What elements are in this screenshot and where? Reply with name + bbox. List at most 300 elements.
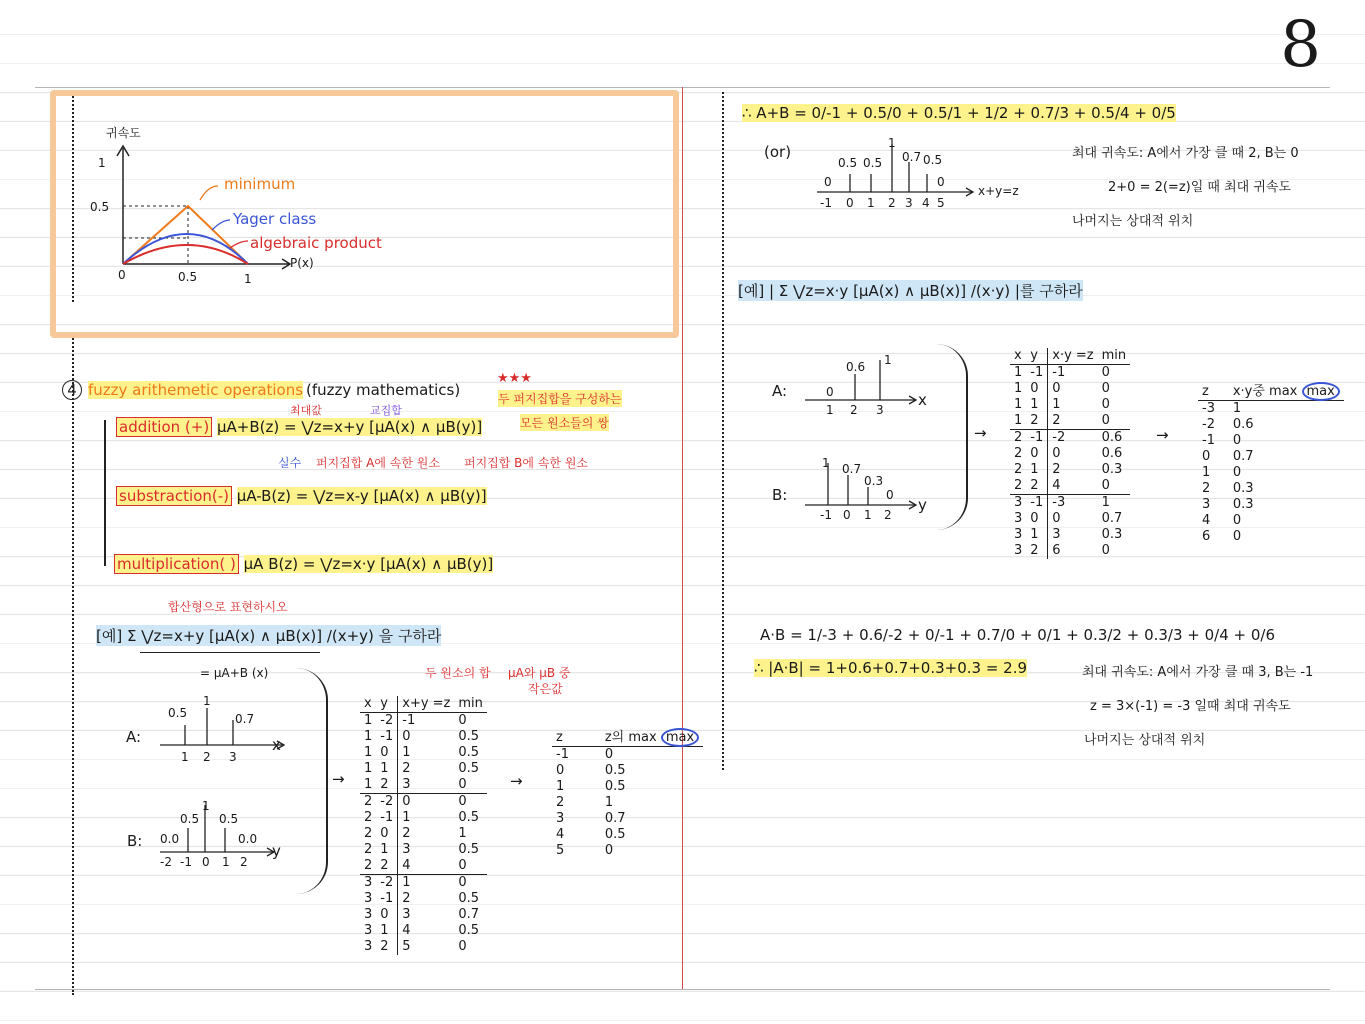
ex1-result-cell: 0.5 — [604, 827, 626, 842]
ex1-result-cell: 0.7 — [604, 811, 626, 826]
ex2-result-row — [1198, 529, 1344, 545]
sum-stem-val-6: 0 — [937, 175, 945, 189]
ex2-table-cell: 1 — [1048, 397, 1098, 413]
sum-stem-val-2: 0.5 — [863, 156, 883, 170]
sum-stem-val-3: 1 — [888, 136, 896, 150]
ex1-B-val-2: 1 — [202, 799, 210, 813]
ex2-result-cell: 0 — [1232, 465, 1242, 480]
sum-stem-val-5: 0.5 — [923, 153, 943, 167]
ex2-table-cell: 0 — [1101, 543, 1110, 558]
ex1-ann-sum: 두 원소의 합 — [425, 666, 491, 680]
ex1-result-row — [552, 795, 703, 811]
sum-stem-val-1: 0.5 — [838, 156, 858, 170]
ex2-result-row — [1198, 481, 1344, 497]
ex2-B-x-0: -1 — [820, 508, 832, 522]
ex2-table-row — [1010, 462, 1130, 478]
ex1-table-cell: 3 — [364, 939, 373, 954]
ex1-table-cell: 2 — [398, 891, 455, 907]
ex1-table-cell: 0 — [454, 875, 487, 892]
ex1-table-cell: 3 — [364, 907, 373, 922]
ex1-table-row — [360, 858, 487, 875]
ex2-table-row — [1010, 365, 1130, 382]
note-pairs-1: 두 퍼지집합을 구성하는 — [498, 392, 622, 406]
ex1-table-cell: 3 — [364, 923, 373, 938]
ex1-A-x-1: 2 — [203, 750, 211, 764]
sum-stem-x-1: 0 — [846, 196, 854, 210]
example2-result-table — [1198, 384, 1344, 545]
sum-stem-x-0: -1 — [820, 196, 832, 210]
ex1-result-cell: 0.5 — [604, 779, 626, 794]
ex1-B-x-0: -2 — [160, 855, 172, 869]
sum-note-1: 최대 귀속도: A에서 가장 클 때 2, B는 0 — [1072, 146, 1299, 161]
example1-A-label: A: — [126, 728, 142, 746]
ex1-table-row — [360, 713, 487, 730]
ex1-table-cell: -2 — [380, 713, 394, 728]
ex1-table-row — [360, 794, 487, 811]
ex1-A-axis: x — [272, 736, 281, 754]
ex1-A-val-2: 0.7 — [235, 712, 255, 726]
cardinality-result: ∴ |A·B| = 1+0.6+0.7+0.3+0.3 = 2.9 — [754, 659, 1028, 677]
product-note-1: 최대 귀속도: A에서 가장 클 때 3, B는 -1 — [1082, 665, 1314, 680]
ex1-table-cell: -2 — [376, 794, 397, 811]
ex1-rh-max-label: z의 max — [604, 730, 657, 745]
ex2-result-cell: 1 — [1232, 401, 1242, 416]
ex1-result-cell: 0 — [604, 843, 614, 858]
ex1-table-cell: 1 — [364, 745, 373, 760]
ex1-result-row — [552, 779, 703, 795]
ex2-table-cell: 0 — [1048, 381, 1098, 397]
ex1-B-axis: y — [272, 842, 281, 860]
ex1-table-cell: 0 — [380, 907, 389, 922]
ex2-table-cell: 3 — [1014, 527, 1023, 542]
ex1-table-cell: 0 — [454, 794, 487, 811]
graph-ylabel: 귀속도 — [106, 126, 141, 140]
page-number: 8 — [1280, 8, 1321, 82]
ex1-table-cell: 1 — [364, 713, 373, 728]
ex2-A-x-2: 3 — [876, 403, 884, 417]
ex2-result-row — [1198, 513, 1344, 529]
ex2-result-cell: 6 — [1202, 529, 1211, 544]
product-note-2: z = 3×(-1) = -3 일때 최대 귀속도 — [1090, 699, 1291, 714]
ex1-table-cell: -2 — [376, 875, 397, 892]
ex2-table-cell: 3 — [1010, 495, 1026, 512]
ex2-B-val-2: 0.3 — [864, 474, 884, 488]
ex1-B-x-3: 1 — [222, 855, 230, 869]
product-note-3: 나머지는 상대적 위치 — [1084, 733, 1206, 748]
example2-A-label: A: — [772, 382, 788, 400]
graph-xtick-0: 0 — [118, 268, 126, 282]
ex2-result-row — [1198, 433, 1344, 449]
legend-algebraic: algebraic product — [250, 234, 382, 252]
ex2-table-cell: -1 — [1026, 495, 1047, 512]
ann-real: 실수 — [278, 456, 302, 470]
ex2-table-cell: 1 — [1030, 527, 1039, 542]
ex1-result-cell: 1 — [556, 779, 565, 794]
ex1-table-cell: 2 — [364, 826, 373, 841]
ex1-table-cell: 0.5 — [458, 842, 480, 857]
sum-stem-x-5: 4 — [922, 196, 930, 210]
ex2-table-row — [1010, 430, 1130, 447]
ex1-table-cell: 1 — [398, 875, 455, 892]
sum-stem-x-2: 1 — [867, 196, 875, 210]
ex1-table-cell: 0 — [380, 745, 389, 760]
ann-intersection: 교집합 — [370, 404, 402, 417]
ex1-table-cell: 3 — [398, 907, 455, 923]
ex1-B-val-4: 0.0 — [238, 832, 258, 846]
ex1-table-cell: 4 — [398, 858, 455, 875]
example1-underbrace — [140, 652, 320, 653]
ex1-B-x-4: 2 — [240, 855, 248, 869]
ex2-table-row — [1010, 527, 1130, 543]
ann-set-b: 퍼지집합 B에 속한 원소 — [464, 456, 589, 470]
ex2-table-cell: 3 — [1048, 527, 1098, 543]
operation-bracket — [104, 420, 106, 566]
ex1-result-cell: -1 — [556, 747, 569, 762]
ex2-B-axis: y — [918, 496, 927, 514]
ex1-table-cell: 3 — [360, 875, 376, 892]
ex2-table-cell: 0.6 — [1101, 446, 1123, 461]
ex2-table-cell: 0.3 — [1101, 527, 1123, 542]
section-title-paren: (fuzzy mathematics) — [306, 381, 461, 399]
ex1-table-cell: 3 — [398, 842, 455, 858]
ex2-table-cell: 2 — [1014, 446, 1023, 461]
ex2-table-cell: 0.6 — [1098, 430, 1131, 447]
ex2-result-row — [1198, 417, 1344, 433]
ex1-table-cell: 2 — [380, 939, 389, 954]
ex1-result-row — [552, 827, 703, 843]
example1-arrow-2: → — [510, 772, 523, 790]
multiplication-label: multiplication( ) — [114, 554, 239, 574]
ex2-result-cell: 3 — [1202, 497, 1211, 512]
ex1-result-cell: 3 — [556, 811, 565, 826]
ex1-table-cell: 0 — [380, 826, 389, 841]
ex2-table-cell: 0 — [1030, 381, 1039, 396]
graph-xtick-05: 0.5 — [178, 270, 198, 284]
graph-ytick-1: 1 — [98, 156, 106, 170]
ex2-B-x-3: 2 — [884, 508, 892, 522]
ex1-result-cell: 2 — [556, 795, 565, 810]
example1-under: = μA+B (x) — [200, 666, 269, 680]
ex2-B-val-0: 1 — [822, 456, 830, 470]
sum-stem-x-3: 2 — [888, 196, 896, 210]
ex1-table-cell: -1 — [380, 729, 394, 744]
ex2-table-cell: 1 — [1098, 495, 1131, 512]
section-title: fuzzy arithemetic operations — [88, 381, 304, 399]
legend-minimum: minimum — [224, 175, 296, 193]
sum-note-3: 나머지는 상대적 위치 — [1072, 214, 1194, 229]
ex1-table-cell: 1 — [364, 777, 373, 792]
ex1-table-cell: 0 — [458, 858, 467, 873]
ex1-table-cell: 0 — [458, 777, 467, 792]
ex1-table-cell: -1 — [380, 810, 394, 825]
ex1-ann-min2: 작은값 — [528, 682, 563, 696]
ex1-table-cell: 1 — [380, 761, 389, 776]
sum-stem-x-4: 3 — [905, 196, 913, 210]
ex1-th-min: min — [458, 696, 483, 711]
graph-ytick-05: 0.5 — [90, 200, 110, 214]
ex1-table-cell: 0.5 — [458, 891, 480, 906]
ex1-result-row — [552, 763, 703, 779]
ex2-A-val-2: 1 — [884, 353, 892, 367]
product-result: A·B = 1/-3 + 0.6/-2 + 0/-1 + 0.7/0 + 0/1 + 0.3/2 + 0.3/3 + 0/4 + 0/6 — [760, 626, 1276, 644]
example2-arrow-1: → — [974, 424, 987, 442]
ex1-result-cell: 0 — [604, 747, 614, 762]
ex1-A-x-0: 1 — [181, 750, 189, 764]
ex1-table-cell: -1 — [380, 891, 394, 906]
ex2-rh-max-label: x·y중 max — [1232, 384, 1298, 399]
ex2-result-row — [1198, 465, 1344, 481]
ex2-table-cell: -2 — [1048, 430, 1098, 447]
ex1-rh-z: z — [556, 730, 563, 745]
ex1-table-cell: 1 — [364, 761, 373, 776]
ex1-table-row — [360, 875, 487, 892]
ex2-table-cell: 2 — [1030, 478, 1039, 493]
ex2-table-cell: 3 — [1014, 543, 1023, 558]
ex2-th-x: x — [1014, 348, 1022, 363]
ex1-B-x-2: 0 — [202, 855, 210, 869]
ex1-table-row — [360, 761, 487, 777]
ex2-table-cell: 0 — [1030, 511, 1039, 526]
ex1-th-x: x — [364, 696, 372, 711]
sum-stem-x-6: 5 — [937, 196, 945, 210]
ex2-table-cell: -1 — [1026, 430, 1047, 447]
ex1-table-cell: 2 — [398, 826, 455, 842]
ex1-table-cell: 2 — [364, 842, 373, 857]
ex1-result-cell: 5 — [556, 843, 565, 858]
addition-formula: μA+B(z) = ⋁z=x+y [μA(x) ∧ μB(y)] — [216, 418, 483, 436]
ex1-B-x-1: -1 — [180, 855, 192, 869]
ex2-table-cell: 2 — [1048, 462, 1098, 478]
ex2-table-cell: 0 — [1101, 478, 1110, 493]
ex1-result-cell: 0.5 — [604, 763, 626, 778]
or-label: (or) — [764, 143, 792, 161]
ex2-result-cell: 0 — [1202, 449, 1211, 464]
ex2-table-cell: 2 — [1048, 413, 1098, 430]
ex2-table-cell: 1 — [1014, 413, 1023, 428]
ex2-table-cell: 3 — [1014, 511, 1023, 526]
ex1-table-row — [360, 923, 487, 939]
ex2-table-row — [1010, 511, 1130, 527]
ex1-result-cell: 4 — [556, 827, 565, 842]
ex1-table-cell: 2 — [398, 761, 455, 777]
ex1-ann-min: μA와 μB 중 — [508, 666, 571, 680]
ex2-result-row — [1198, 401, 1344, 418]
ex2-result-cell: -2 — [1202, 417, 1215, 432]
ex2-A-val-0: 0 — [826, 385, 834, 399]
ex1-table-cell: 0.5 — [458, 729, 480, 744]
ann-max: 최대값 — [290, 404, 322, 417]
ex1-table-row — [360, 891, 487, 907]
example1-paren — [296, 668, 328, 894]
ex1-table-row — [360, 842, 487, 858]
ex1-max-circle: max — [661, 728, 699, 747]
ex2-result-cell: -1 — [1202, 433, 1215, 448]
ex2-result-row — [1198, 449, 1344, 465]
ex2-table-cell: 1 — [1030, 397, 1039, 412]
ex2-table-cell: 0 — [1048, 511, 1098, 527]
ex1-th-y: y — [380, 696, 388, 711]
ex2-table-row — [1010, 543, 1130, 559]
ex2-result-cell: 0 — [1232, 529, 1242, 544]
ex1-table-cell: 4 — [398, 923, 455, 939]
multiplication-row — [114, 555, 493, 573]
ex1-table-row — [360, 907, 487, 923]
ex1-table-cell: 2 — [380, 777, 389, 792]
ex1-A-val-1: 1 — [203, 694, 211, 708]
ex1-table-cell: 1 — [398, 745, 455, 761]
ex2-B-val-3: 0 — [886, 488, 894, 502]
left-dotted-margin — [72, 335, 74, 995]
ex1-result-cell: 1 — [604, 795, 614, 810]
example1-arrow-1: → — [332, 770, 345, 788]
ex2-result-cell: 2 — [1202, 481, 1211, 496]
section-number: 4 — [62, 380, 82, 400]
ex2-table-cell: 2 — [1014, 478, 1023, 493]
ex2-B-x-2: 1 — [864, 508, 872, 522]
ex1-B-val-0: 0.0 — [160, 832, 180, 846]
ex2-th-min: min — [1101, 348, 1127, 363]
ex1-table-cell: 2 — [364, 810, 373, 825]
subtraction-label: substraction(-) — [116, 486, 232, 506]
ex1-table-cell: 5 — [398, 939, 455, 955]
ex2-table-cell: 6 — [1048, 543, 1098, 559]
ex1-table-cell: 3 — [398, 777, 455, 794]
sum-stem-axis: x+y=z — [978, 184, 1019, 198]
ex1-table-row — [360, 777, 487, 794]
ex2-A-axis: x — [918, 391, 927, 409]
ex1-table-cell: 0 — [458, 939, 467, 954]
ex1-result-row — [552, 843, 703, 859]
example1-result-table — [552, 730, 703, 859]
ex2-A-x-1: 2 — [850, 403, 858, 417]
ex2-table-cell: 0.7 — [1101, 511, 1123, 526]
ex2-result-cell: 0.6 — [1232, 417, 1254, 432]
ex1-table-cell: 1 — [458, 826, 467, 841]
right-dotted-margin — [722, 92, 724, 770]
ex1-table-row — [360, 810, 487, 826]
ex2-result-cell: 0.3 — [1232, 481, 1254, 496]
addition-row — [116, 418, 482, 436]
ex2-table-cell: -3 — [1048, 495, 1098, 512]
ex1-table-cell: 1 — [380, 842, 389, 857]
ex2-rh-z: z — [1202, 384, 1209, 399]
ex1-table-row — [360, 745, 487, 761]
sum-stem-val-0: 0 — [824, 175, 832, 189]
ex1-B-val-1: 0.5 — [180, 812, 200, 826]
ex1-table-cell: 1 — [364, 729, 373, 744]
ex1-table-cell: 0.5 — [458, 923, 480, 938]
ex1-A-val-0: 0.5 — [168, 706, 188, 720]
ex1-table-cell: 0.7 — [458, 907, 480, 922]
subtraction-formula: μA-B(z) = ⋁z=x-y [μA(x) ∧ μB(y)] — [236, 487, 487, 505]
subtraction-row — [116, 487, 487, 505]
ann-set-a: 퍼지집합 A에 속한 원소 — [316, 456, 440, 470]
example1-B-label: B: — [127, 832, 143, 850]
ex1-table-cell: 3 — [364, 891, 373, 906]
ex2-th-y: y — [1030, 348, 1038, 363]
ex1-A-x-2: 3 — [229, 750, 237, 764]
ex2-result-row — [1198, 497, 1344, 513]
ex2-table-row — [1010, 478, 1130, 495]
ex2-table-cell: 0 — [1030, 446, 1039, 461]
ex1-rh-max — [601, 730, 703, 747]
ex1-table-cell: 0.5 — [458, 745, 480, 760]
note-stars: ★★★ — [497, 371, 532, 386]
example1-prompt: [예] Σ ⋁z=x+y [μA(x) ∧ μB(x)] /(x+y) 을 구하라 — [96, 627, 442, 645]
ex1-result-row — [552, 811, 703, 827]
ex1-th-z: x+y =z — [398, 696, 455, 713]
ex2-table-row — [1010, 397, 1130, 413]
ex1-table-cell: 1 — [398, 810, 455, 826]
ex2-result-cell: 0 — [1232, 513, 1242, 528]
ex1-table-cell: -1 — [398, 713, 455, 730]
ex1-table-cell: 1 — [380, 923, 389, 938]
ex2-table-row — [1010, 381, 1130, 397]
ex2-result-cell: 0.7 — [1232, 449, 1254, 464]
ex2-result-cell: 4 — [1202, 513, 1211, 528]
graph-xlabel: P(x) — [290, 256, 314, 270]
ex1-table-cell: 0.5 — [458, 761, 480, 776]
ex2-result-cell: 0 — [1232, 433, 1242, 448]
sum-note-2: 2+0 = 2(=z)일 때 최대 귀속도 — [1108, 180, 1292, 195]
ex2-B-x-1: 0 — [843, 508, 851, 522]
ex2-A-val-1: 0.6 — [846, 360, 866, 374]
ex2-table-cell: 1 — [1014, 381, 1023, 396]
bottom-rule — [35, 989, 1330, 990]
ex1-table-row — [360, 939, 487, 955]
ex2-table-cell: -1 — [1030, 365, 1044, 380]
sum-result: ∴ A+B = 0/-1 + 0.5/0 + 0.5/1 + 1/2 + 0.7/3 + 0.5/4 + 0/5 — [742, 104, 1176, 122]
ex2-table-row — [1010, 413, 1130, 430]
ex2-table-cell: 1 — [1014, 397, 1023, 412]
ex2-table-cell: 1 — [1014, 365, 1023, 380]
ex1-result-cell: 0 — [556, 763, 565, 778]
ex1-table-cell: 2 — [380, 858, 389, 873]
ex2-table-cell: 0 — [1101, 397, 1110, 412]
ex2-table-cell: 0.3 — [1101, 462, 1123, 477]
ex1-table-row — [360, 826, 487, 842]
ex1-table-cell: 2 — [360, 794, 376, 811]
ex2-th-z: x·y =z — [1048, 348, 1098, 365]
ex2-table-cell: -1 — [1048, 365, 1098, 382]
ex2-table-cell: 0 — [1101, 413, 1110, 428]
example1-note: 합산형으로 표현하시오 — [168, 600, 288, 614]
example2-B-label: B: — [772, 486, 788, 504]
ex2-A-x-0: 1 — [826, 403, 834, 417]
multiplication-formula: μA B(z) = ⋁z=x·y [μA(x) ∧ μB(y)] — [243, 555, 494, 573]
example2-arrow-2: → — [1156, 426, 1169, 444]
legend-yager: Yager class — [233, 210, 317, 228]
ex1-B-val-3: 0.5 — [219, 812, 239, 826]
ex1-table-cell: 2 — [364, 858, 373, 873]
ex2-table-cell: 2 — [1030, 413, 1039, 428]
ex2-table-cell: 2 — [1010, 430, 1026, 447]
note-pairs-2: 모든 원소들의 쌍 — [520, 416, 609, 430]
ex2-table-cell: 0 — [1048, 446, 1098, 462]
ex1-table-row — [360, 729, 487, 745]
ex1-table-cell: 0.5 — [458, 810, 480, 825]
ex1-result-row — [552, 747, 703, 764]
example1-table — [360, 696, 487, 955]
ex2-table-cell: 0 — [1101, 381, 1110, 396]
ex1-table-cell: 0 — [398, 794, 455, 811]
sum-stem-val-4: 0.7 — [902, 150, 922, 164]
ex1-table-cell: 0 — [398, 729, 455, 745]
ex2-table-cell: 1 — [1030, 462, 1039, 477]
ex2-result-cell: 1 — [1202, 465, 1211, 480]
ex2-table-row — [1010, 446, 1130, 462]
ex2-rh-max — [1229, 384, 1344, 401]
